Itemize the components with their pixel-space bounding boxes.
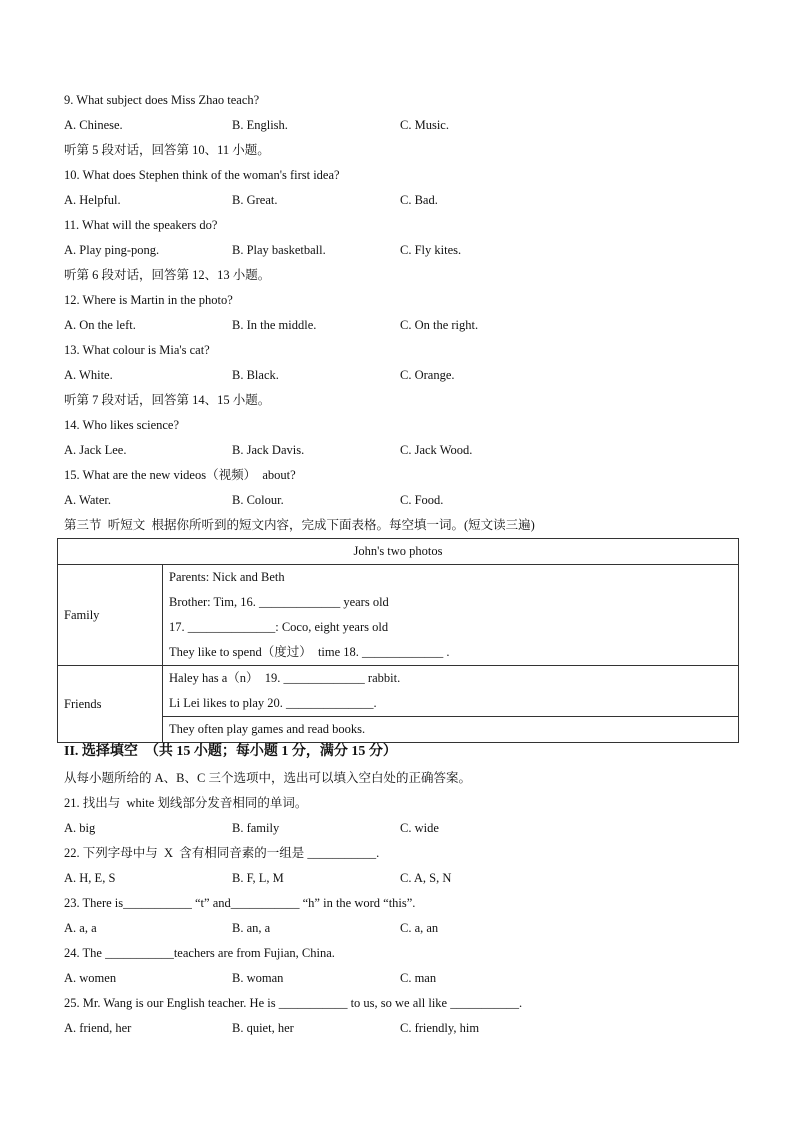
family-label: Family	[58, 565, 163, 666]
q15-option-c: C. Food.	[400, 493, 444, 507]
q13-option-b: B. Black.	[232, 368, 279, 382]
q14-option-b: B. Jack Davis.	[232, 443, 305, 457]
q10-option-a: A. Helpful.	[64, 193, 121, 207]
q24-option-c: C. man	[400, 971, 437, 985]
q10-option-b: B. Great.	[232, 193, 278, 207]
q14-option-a: A. Jack Lee.	[64, 443, 127, 457]
family-line: Parents: Nick and Beth	[169, 570, 285, 584]
q13-option-c: C. Orange.	[400, 368, 455, 382]
q11-option-b: B. Play basketball.	[232, 243, 326, 257]
table-title: John's two photos	[58, 539, 739, 565]
question-12-stem: 12. Where is Martin in the photo?	[64, 293, 233, 307]
question-24-stem: 24. The ___________teachers are from Fujian, China.	[64, 946, 335, 960]
q14-option-c: C. Jack Wood.	[400, 443, 473, 457]
q13-option-a: A. White.	[64, 368, 113, 382]
section-7-instruction: 听第 7 段对话，回答第 14、15 小题。	[64, 393, 271, 407]
q23-option-c: C. a, an	[400, 921, 439, 935]
q11-option-a: A. Play ping-pong.	[64, 243, 160, 257]
q12-option-b: B. In the middle.	[232, 318, 317, 332]
q15-option-b: B. Colour.	[232, 493, 284, 507]
part-3-instruction: 第三节 听短文 根据你所听到的短文内容，完成下面表格。每空填一词。(短文读三遍)	[64, 518, 535, 532]
question-15-stem: 15. What are the new videos（视频） about?	[64, 468, 296, 482]
question-9-stem: 9. What subject does Miss Zhao teach?	[64, 93, 260, 107]
q11-option-c: C. Fly kites.	[400, 243, 462, 257]
q12-option-a: A. On the left.	[64, 318, 136, 332]
q23-option-b: B. an, a	[232, 921, 271, 935]
q9-option-a: A. Chinese.	[64, 118, 123, 132]
friends-cell	[163, 666, 739, 717]
section-5-instruction: 听第 5 段对话，回答第 10、11 小题。	[64, 143, 270, 157]
photos-table	[57, 538, 739, 743]
part-2-instruction: 从每小题所给的 A、B、C 三个选项中，选出可以填入空白处的正确答案。	[64, 771, 471, 785]
friends-line: Li Lei likes to play 20. ______________.	[169, 696, 377, 710]
q25-option-b: B. quiet, her	[232, 1021, 294, 1035]
q24-option-b: B. woman	[232, 971, 284, 985]
friends-line: They often play games and read books.	[169, 722, 366, 736]
family-line: They like to spend（度过） time 18. _____________ .	[169, 645, 450, 659]
question-21-stem: 21. 找出与 white 划线部分发音相同的单词。	[64, 796, 308, 810]
q23-option-a: A. a, a	[64, 921, 97, 935]
q9-option-b: B. English.	[232, 118, 288, 132]
q10-option-c: C. Bad.	[400, 193, 438, 207]
question-10-stem: 10. What does Stephen think of the woman's first idea?	[64, 168, 340, 182]
friends-label: Friends	[58, 666, 163, 743]
q24-option-a: A. women	[64, 971, 117, 985]
q22-option-b: B. F, L, M	[232, 871, 284, 885]
family-line: 17. ______________: Coco, eight years old	[169, 620, 389, 634]
question-13-stem: 13. What colour is Mia's cat?	[64, 343, 210, 357]
q21-option-b: B. family	[232, 821, 280, 835]
q21-option-a: A. big	[64, 821, 96, 835]
q21-option-c: C. wide	[400, 821, 439, 835]
q22-option-c: C. A, S, N	[400, 871, 452, 885]
q25-option-a: A. friend, her	[64, 1021, 132, 1035]
q9-option-c: C. Music.	[400, 118, 449, 132]
q25-option-c: C. friendly, him	[400, 1021, 480, 1035]
question-22-stem: 22. 下列字母中与 X 含有相同音素的一组是 ___________.	[64, 846, 380, 860]
friends-last-cell	[163, 717, 739, 743]
question-14-stem: 14. Who likes science?	[64, 418, 180, 432]
family-line: Brother: Tim, 16. _____________ years old	[169, 595, 389, 609]
question-25-stem: 25. Mr. Wang is our English teacher. He is ___________ to us, so we all like ___________.	[64, 996, 523, 1010]
family-cell	[163, 565, 739, 666]
q15-option-a: A. Water.	[64, 493, 112, 507]
question-23-stem: 23. There is___________ “t” and___________ “h” in the word “this”.	[64, 896, 416, 910]
part-2-heading: II. 选择填空 （共 15 小题；每小题 1 分，满分 15 分）	[64, 744, 397, 759]
q12-option-c: C. On the right.	[400, 318, 479, 332]
section-6-instruction: 听第 6 段对话，回答第 12、13 小题。	[64, 268, 271, 282]
friends-line: Haley has a（n） 19. _____________ rabbit.	[169, 671, 401, 685]
q22-option-a: A. H, E, S	[64, 871, 116, 885]
question-11-stem: 11. What will the speakers do?	[64, 218, 218, 232]
